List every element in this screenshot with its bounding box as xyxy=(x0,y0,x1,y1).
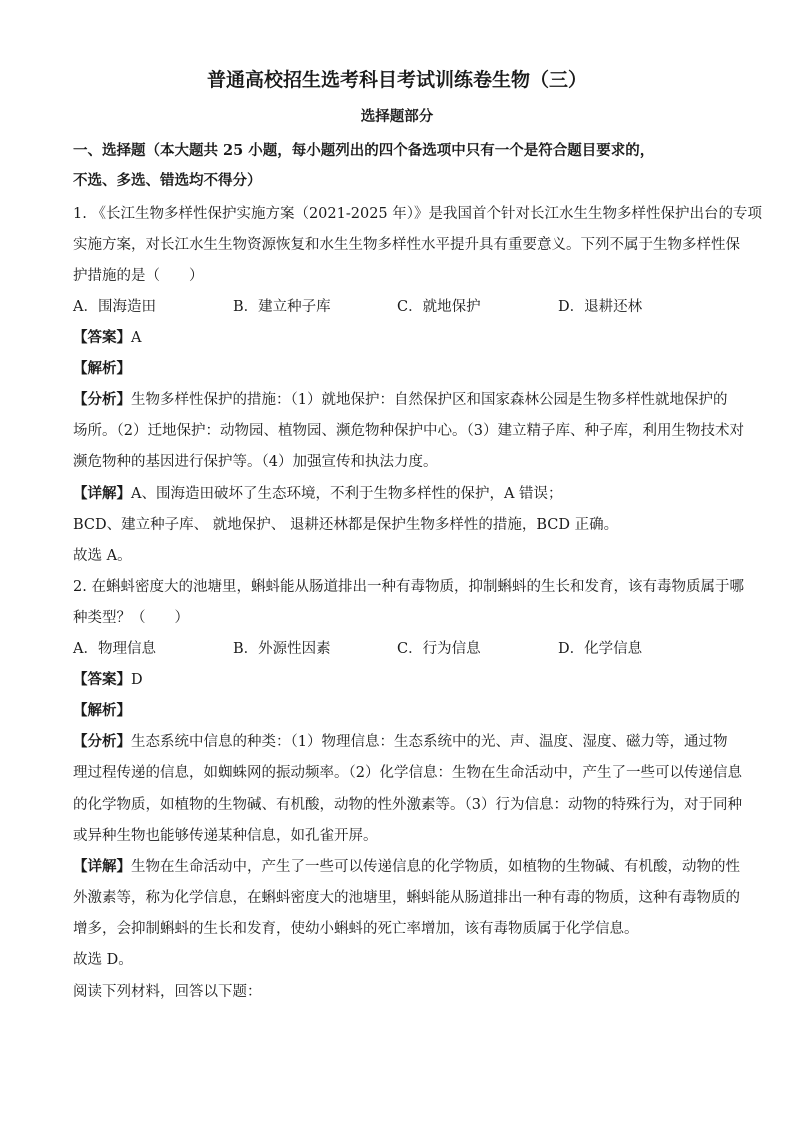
q1-conclusion: 故选 A。 xyxy=(73,548,132,564)
page-title: 普通高校招生选考科目考试训练卷生物（三） xyxy=(206,69,587,91)
q2-fenxi-line-1 xyxy=(73,733,728,751)
q2-conclusion: 故选 D。 xyxy=(73,952,133,968)
q2-stem-line-2: 种类型？（ ） xyxy=(73,610,189,626)
xiangjie-text: A、围海造田破坏了生态环境，不利于生物多样性的保护，A 错误； xyxy=(131,486,563,502)
xiangjie-text: 生物在生命活动中，产生了一些可以传递信息的化学物质，如植物的生物碱、有机酸，动物的性 xyxy=(131,859,740,875)
q2-option-b: B．外源性因素 xyxy=(233,641,331,657)
answer-value: D xyxy=(131,672,143,688)
q2-option-d: D．化学信息 xyxy=(558,641,643,657)
q1-xiangjie-line-1 xyxy=(73,485,723,503)
q1-xiangjie-line-2: BCD、建立种子库、 就地保护、 退耕还林都是保护生物多样性的措施，BCD 正确。 xyxy=(73,517,619,533)
q1-fenxi-line-3: 濒危物种的基因进行保护等。（4）加强宣传和执法力度。 xyxy=(73,454,438,470)
q1-fenxi-line-2: 场所。（2）迁地保护：动物园、植物园、濒危物种保护中心。（3）建立精子库、种子库，利用生物技术对 xyxy=(73,423,744,439)
q1-option-a: A．围海造田 xyxy=(73,299,156,315)
section-heading-line-2: 不选、多选、错选均不得分） xyxy=(73,172,262,189)
section-subtitle: 选择题部分 xyxy=(360,108,434,125)
q2-option-a: A．物理信息 xyxy=(73,641,156,657)
q2-fenxi-line-3: 的化学物质，如植物的生物碱、有机酸，动物的性外激素等。（3）行为信息：动物的特殊行为，对于同种 xyxy=(73,797,742,813)
q2-xiangjie-line-3: 增多，会抑制蝌蚪的生长和发育，使幼小蝌蚪的死亡率增加，该有毒物质属于化学信息。 xyxy=(73,921,639,937)
q2-stem-line-1: 2. 在蝌蚪密度大的池塘里，蝌蚪能从肠道排出一种有毒物质，抑制蝌蚪的生长和发育，该有毒物质属于哪 xyxy=(73,579,744,595)
q2-fenxi-line-2: 理过程传递的信息，如蜘蛛网的振动频率。（2）化学信息：生物在生命活动中，产生了一些可以传递信息 xyxy=(73,765,742,781)
q1-option-b: B．建立种子库 xyxy=(233,299,331,315)
q2-fenxi-line-4: 或异种生物也能够传递某种信息，如孔雀开屏。 xyxy=(73,828,378,844)
fenxi-text: 生物多样性保护的措施：（1）就地保护：自然保护区和国家森林公园是生物多样性就地保护的 xyxy=(131,392,728,408)
xiangjie-tag: 【详解】 xyxy=(73,858,131,875)
q1-stem-line-2: 实施方案，对长江水生生物资源恢复和水生生物多样性水平提升具有重要意义。下列不属于生物多样性保 xyxy=(73,237,740,253)
xiangjie-tag: 【详解】 xyxy=(73,485,131,502)
answer-value: A xyxy=(131,330,142,346)
q1-stem-line-3: 护措施的是（ ） xyxy=(73,268,204,284)
q2-answer xyxy=(73,671,723,689)
q2-analysis-tag: 【解析】 xyxy=(73,702,131,719)
answer-tag: 【答案】 xyxy=(73,671,131,688)
answer-tag: 【答案】 xyxy=(73,329,131,346)
q1-option-d: D．退耕还林 xyxy=(558,299,643,315)
fenxi-text: 生态系统中信息的种类：（1）物理信息：生态系统中的光、声、温度、湿度、磁力等，通过物 xyxy=(131,734,728,750)
q1-option-c: C．就地保护 xyxy=(397,299,481,315)
fenxi-tag: 【分析】 xyxy=(73,391,131,408)
section-heading-line-1: 一、选择题（本大题共 25 小题，每小题列出的四个备选项中只有一个是符合题目要求的， xyxy=(73,142,655,159)
q1-stem-line-1: 1. 《长江生物多样性保护实施方案（2021-2025 年）》是我国首个针对长江水生生物多样性保护出台的专项 xyxy=(73,206,763,222)
reading-material-prompt: 阅读下列材料，回答以下题： xyxy=(73,984,262,1000)
q2-xiangjie-line-1 xyxy=(73,858,740,876)
q2-xiangjie-line-2: 外激素等，称为化学信息，在蝌蚪密度大的池塘里，蝌蚪能从肠道排出一种有毒的物质，这种有毒物质的 xyxy=(73,890,740,906)
fenxi-tag: 【分析】 xyxy=(73,733,131,750)
q2-option-c: C．行为信息 xyxy=(397,641,481,657)
q1-fenxi-line-1 xyxy=(73,391,728,409)
q1-answer xyxy=(73,329,723,347)
q1-analysis-tag: 【解析】 xyxy=(73,360,131,377)
